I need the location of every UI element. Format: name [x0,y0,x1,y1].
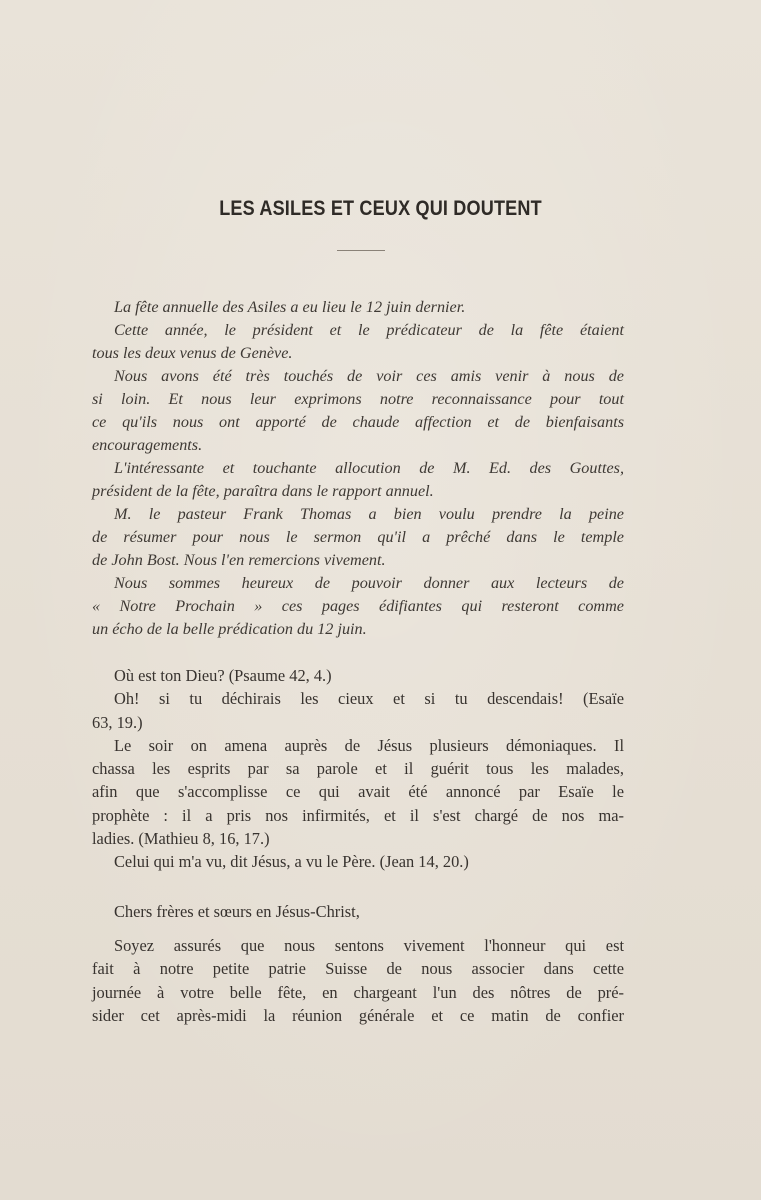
sermon-line: Celui qui m'a vu, dit Jésus, a vu le Père. (Jean 14, 20.) [114,852,469,872]
sermon-line: afin que s'accomplisse ce qui avait été annoncé par Esaïe le [92,782,624,802]
title-rule [337,250,385,251]
sermon-text [92,664,624,1027]
intro-line: tous les deux venus de Genève. [92,344,293,362]
sermon-line: prophète : il a pris nos infirmités, et il s'est chargé de nos ma- [92,805,624,825]
intro-line: président de la fête, paraîtra dans le rapport annuel. [92,482,434,500]
sermon-line: sider cet après-midi la réunion générale et ce matin de confier [92,1005,624,1025]
intro-line: Nous sommes heureux de pouvoir donner aux lecteurs de [114,574,624,592]
sermon-line: 63, 19.) [92,712,143,732]
salutation: Chers frères et sœurs en Jésus-Christ, [114,901,360,921]
sermon-line: chassa les esprits par sa parole et il guérit tous les malades, [92,759,624,779]
sermon-line: Où est ton Dieu? (Psaume 42, 4.) [114,666,332,685]
sermon-line: Oh! si tu déchirais les cieux et si tu descendais! (Esaïe [114,689,624,709]
intro-line: un écho de la belle prédication du 12 juin. [92,620,367,638]
intro-line: M. le pasteur Frank Thomas a bien voulu prendre la peine [114,505,624,523]
sermon-line: journée à votre belle fête, en chargeant l'un des nôtres de pré- [92,982,624,1002]
intro-line: « Notre Prochain » ces pages édifiantes qui resteront comme [92,597,624,615]
intro-line: de John Bost. Nous l'en remercions vivement. [92,551,386,569]
sermon-line: Soyez assurés que nous sentons vivement l'honneur qui est [114,935,624,955]
intro-line: Nous avons été très touchés de voir ces amis venir à nous de [114,367,624,385]
page-title: LES ASILES ET CEUX QUI DOUTENT [219,197,542,220]
intro-line: de résumer pour nous le sermon qu'il a prêché dans le temple [92,528,624,546]
sermon-line: fait à notre petite patrie Suisse de nous associer dans cette [92,959,624,979]
intro-line: encouragements. [92,436,203,454]
sermon-line: Le soir on amena auprès de Jésus plusieurs démoniaques. Il [114,735,624,755]
intro-line: Cette année, le président et le prédicateur de la fête étaient [114,321,624,339]
intro-line: si loin. Et nous leur exprimons notre reconnaissance pour tout [92,390,624,408]
intro-line: L'intéressante et touchante allocution de M. Ed. des Gouttes, [114,459,624,477]
intro-line: La fête annuelle des Asiles a eu lieu le 12 juin dernier. [114,298,466,316]
intro-line: ce qu'ils nous ont apporté de chaude affection et de bienfaisants [92,413,624,431]
intro-paragraphs [92,296,624,641]
sermon-line: ladies. (Mathieu 8, 16, 17.) [92,829,270,849]
